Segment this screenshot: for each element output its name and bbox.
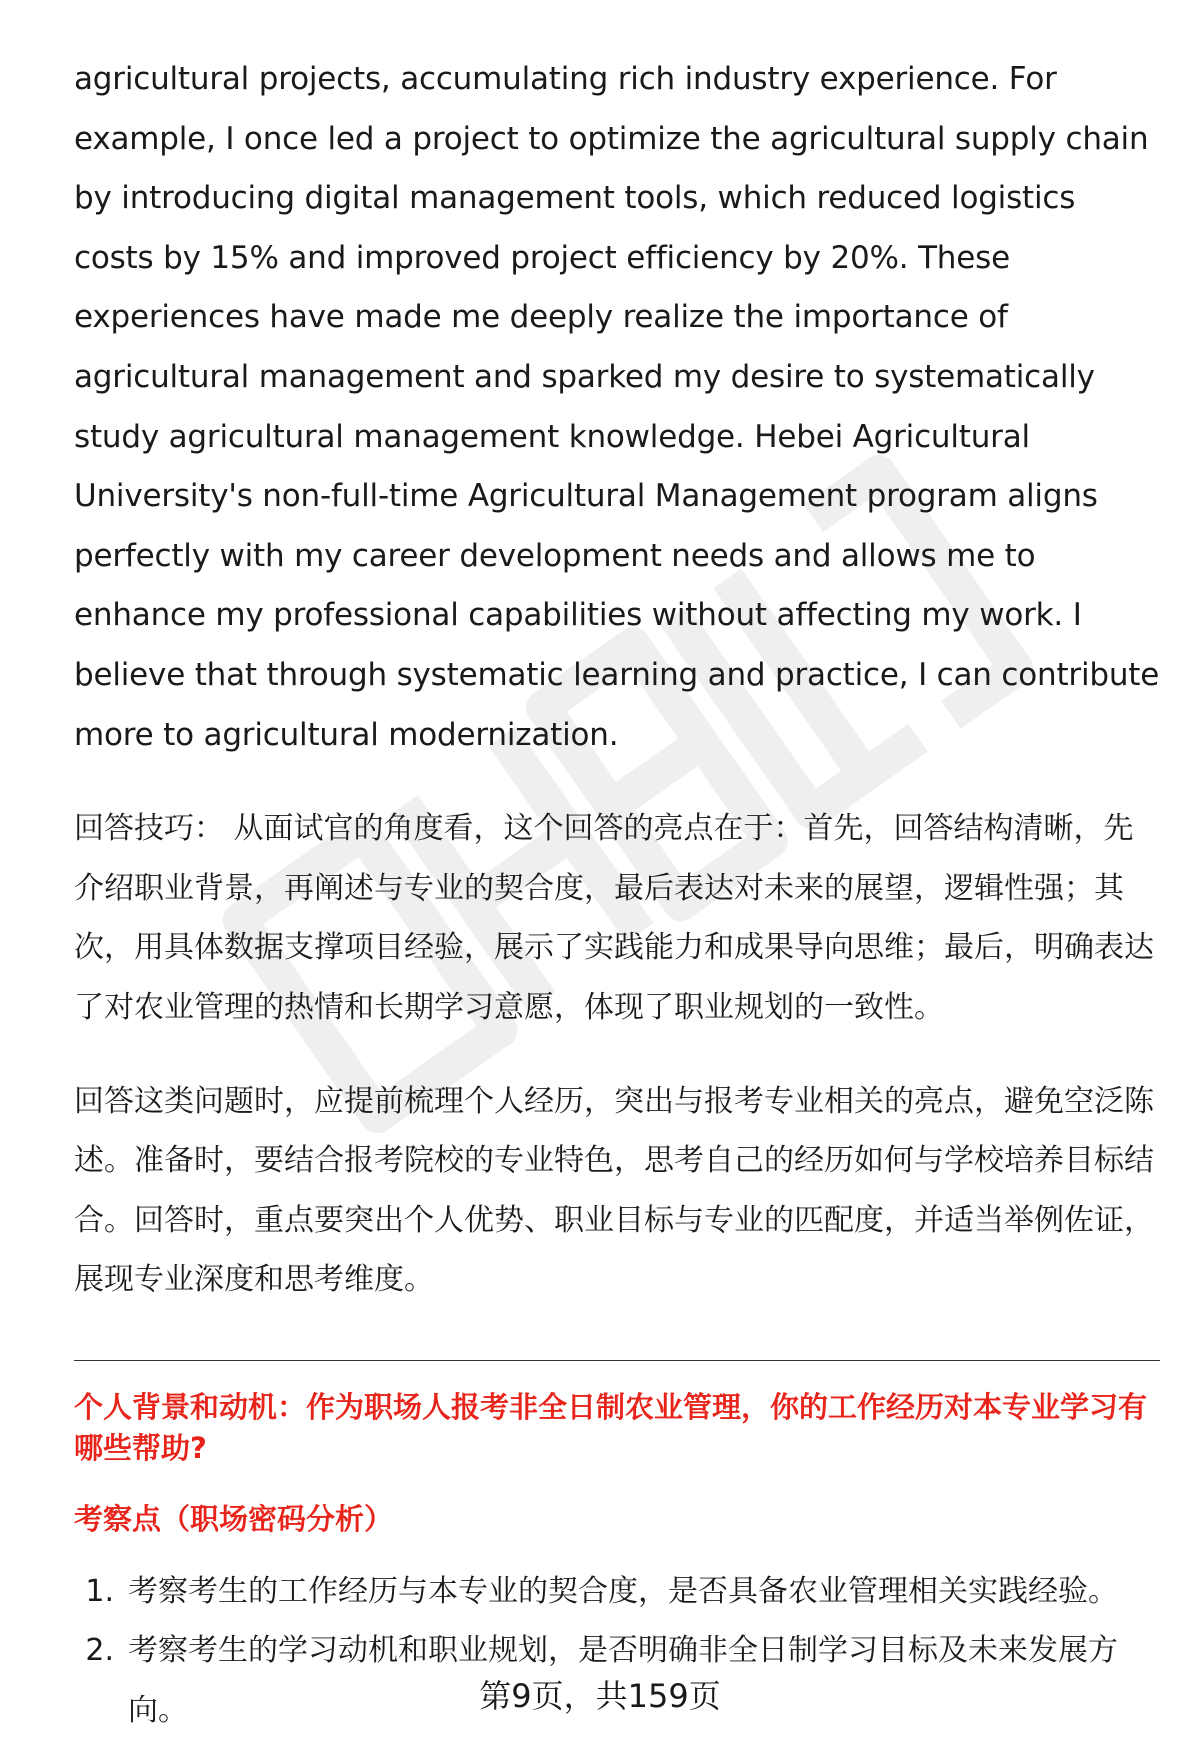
english-answer-paragraph: agricultural projects, accumulating rich industry experience. For example, I once led a project to optimize the agricultural supply chain by introducing digital management tools, which reduced logistics costs by 15% and improved project efficiency by 20%. These experiences have made me deeply realize the importance of agricultural management and sparked my desire to systematically study agricultural management knowledge. Hebei Agricultural University's non-full-time Agricultural Management program aligns perfectly with my career development needs and allows me to enhance my professional capabilities without affecting my work. I believe that through systematic learning and practice, I can contribute more to agricultural modernization.: [74, 61, 1160, 753]
document-page: [74, 50, 1160, 1741]
assessment-points-heading: 考察点（职场密码分析）: [74, 1501, 394, 1536]
list-item-text: 考察考生的学习动机和职业规划，是否明确非全日制学习目标及未来发展方向。: [128, 1633, 1118, 1729]
page-number: 第9页，共159页: [479, 1677, 721, 1715]
answer-tips-paragraph: 回答技巧： 从面试官的角度看，这个回答的亮点在于：首先，回答结构清晰，先介绍职业背景，再阐述与专业的契合度，最后表达对未来的展望，逻辑性强；其次，用具体数据支撑项目经验，展示了实践能力和成果导向思维；最后，明确表达了对农业管理的热情和长期学习意愿，体现了职业规划的一致性。: [74, 811, 1154, 1025]
list-item-number: 1.: [85, 1573, 114, 1609]
answer-advice-paragraph: 回答这类问题时，应提前梳理个人经历，突出与报考专业相关的亮点，避免空泛陈述。准备时，要结合报考院校的专业特色，思考自己的经历如何与学校培养目标结合。回答时，重点要突出个人优势、职业目标与专业的匹配度，并适当举例佐证，展现专业深度和思考维度。: [74, 1083, 1154, 1298]
list-item: [74, 1562, 1160, 1622]
list-item-number: 2.: [85, 1633, 114, 1669]
list-item-text: 考察考生的工作经历与本专业的契合度，是否具备农业管理相关实践经验。: [128, 1573, 1118, 1609]
section-divider: [74, 1360, 1160, 1361]
question-title: 个人背景和动机：作为职场人报考非全日制农业管理，你的工作经历对本专业学习有哪些帮助?: [74, 1389, 1148, 1465]
